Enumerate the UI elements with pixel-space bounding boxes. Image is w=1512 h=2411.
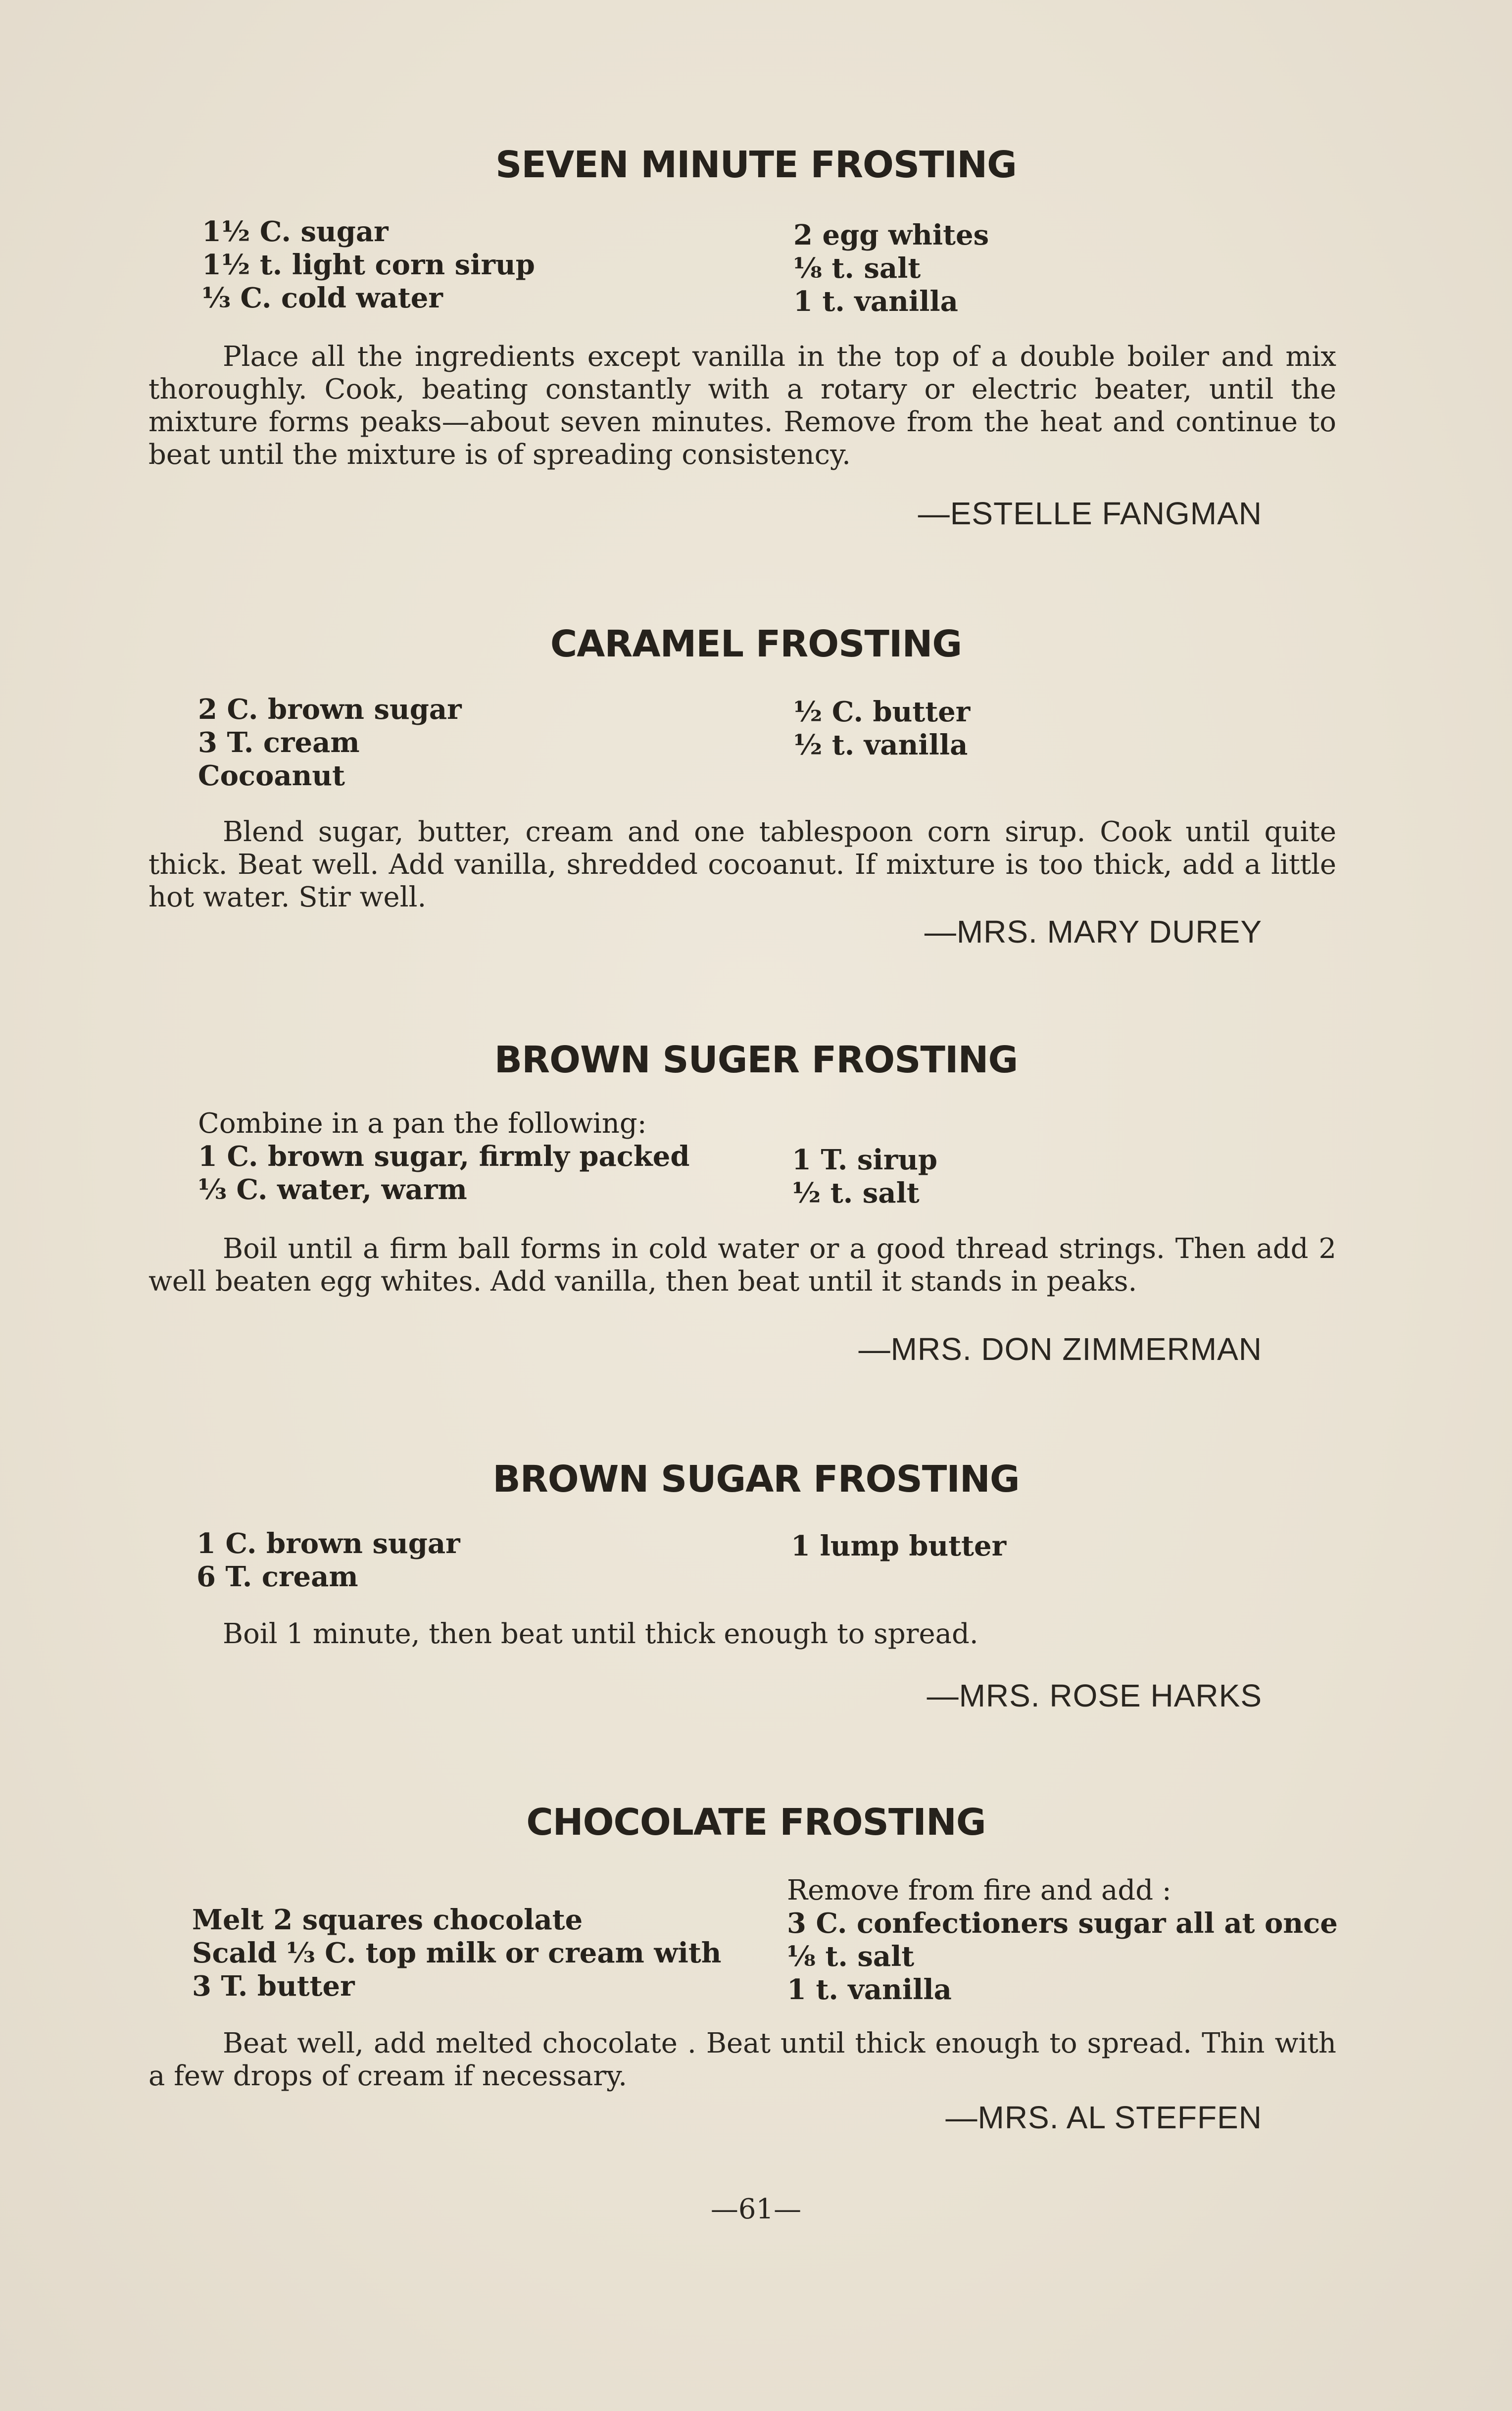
ingredient: 1½ C. sugar [202,215,389,248]
recipe-title: BROWN SUGAR FROSTING [492,1458,1020,1501]
ingredients-left [192,1904,721,2003]
recipe-author: —ESTELLE FANGMAN [918,496,1262,531]
instructions-text: Boil 1 minute, then beat until thick enough to spread. [223,1618,978,1650]
recipe-author: —MRS. DON ZIMMERMAN [858,1331,1262,1367]
instructions [148,2027,1336,2093]
ingredients-right [787,1874,1338,2007]
instructions [148,341,1336,471]
page-number: —61— [710,2193,802,2225]
ingredient: 2 C. brown sugar [198,693,462,726]
instructions [148,1618,1336,1651]
recipe-title: CHOCOLATE FROSTING [526,1801,986,1844]
ingredient: ⅓ C. water, warm [198,1173,467,1206]
ingredient: 1 C. brown sugar, firmly packed [198,1140,690,1173]
ingredients-intro: Remove from fire and add : [787,1874,1171,1907]
recipe-author: —MRS. ROSE HARKS [927,1678,1262,1713]
ingredients-right [793,219,989,318]
ingredients-left [196,1527,460,1594]
recipe-title: BROWN SUGER FROSTING [494,1039,1018,1081]
ingredient: 1 t. vanilla [787,1973,952,2006]
recipe-author: —MRS. MARY DUREY [924,914,1262,950]
ingredient: 1 T. sirup [792,1144,938,1176]
ingredient: ½ t. salt [792,1177,920,1209]
ingredient: 1 lump butter [791,1530,1007,1562]
ingredient: 1 C. brown sugar [196,1527,460,1560]
recipe-title: SEVEN MINUTE FROSTING [495,144,1017,186]
instructions-text: Place all the ingredients except vanilla in the top of a double boiler and mix thoroughly. Cook, beating constantly with a rotary or electric beater, until the mixture forms peaks—about seven minutes. Remove from the heat and continue to beat until the mixture is of spreading consistency. [148,341,1336,471]
ingredient: 1½ t. light corn sirup [202,249,535,281]
ingredient: Scald ⅓ C. top milk or cream with [192,1937,722,1969]
ingredient: ⅛ t. salt [793,252,921,285]
recipe-author: —MRS. AL STEFFEN [945,2100,1262,2135]
ingredient: 3 T. cream [198,726,360,759]
ingredient: 6 T. cream [196,1560,358,1593]
ingredients-left [198,1107,689,1206]
ingredient: ⅓ C. cold water [202,282,443,314]
instructions [148,1233,1336,1298]
ingredient: ½ t. vanilla [793,729,968,761]
ingredients-right [791,1530,1006,1563]
ingredient: Melt 2 squares chocolate [192,1904,583,1936]
instructions [148,816,1336,914]
ingredient: 3 C. confectioners sugar all at once [787,1907,1338,1940]
ingredient: ⅛ t. salt [787,1940,915,1973]
ingredients-left [198,693,462,793]
ingredients-right [792,1144,937,1210]
ingredient: ½ C. butter [793,696,971,728]
instructions-text: Blend sugar, butter, cream and one tablespoon corn sirup. Cook until quite thick. Beat well. Add vanilla, shredded cocoanut. If mixture is too thick, add a little hot water. Stir well. [148,816,1336,913]
instructions-text: Boil until a firm ball forms in cold water or a good thread strings. Then add 2 well beaten egg whites. Add vanilla, then beat until it stands in peaks. [148,1233,1336,1298]
ingredients-left [202,215,535,315]
instructions-text: Beat well, add melted chocolate . Beat until thick enough to spread. Thin with a few drops of cream if necessary. [148,2027,1336,2092]
ingredient: Cocoanut [198,759,345,792]
ingredient: 3 T. butter [192,1970,355,2003]
ingredients-intro: Combine in a pan the following: [198,1107,647,1140]
ingredient: 1 t. vanilla [793,285,958,318]
ingredients-right [793,696,970,762]
recipe-title: CARAMEL FROSTING [550,623,962,665]
ingredient: 2 egg whites [793,219,989,251]
